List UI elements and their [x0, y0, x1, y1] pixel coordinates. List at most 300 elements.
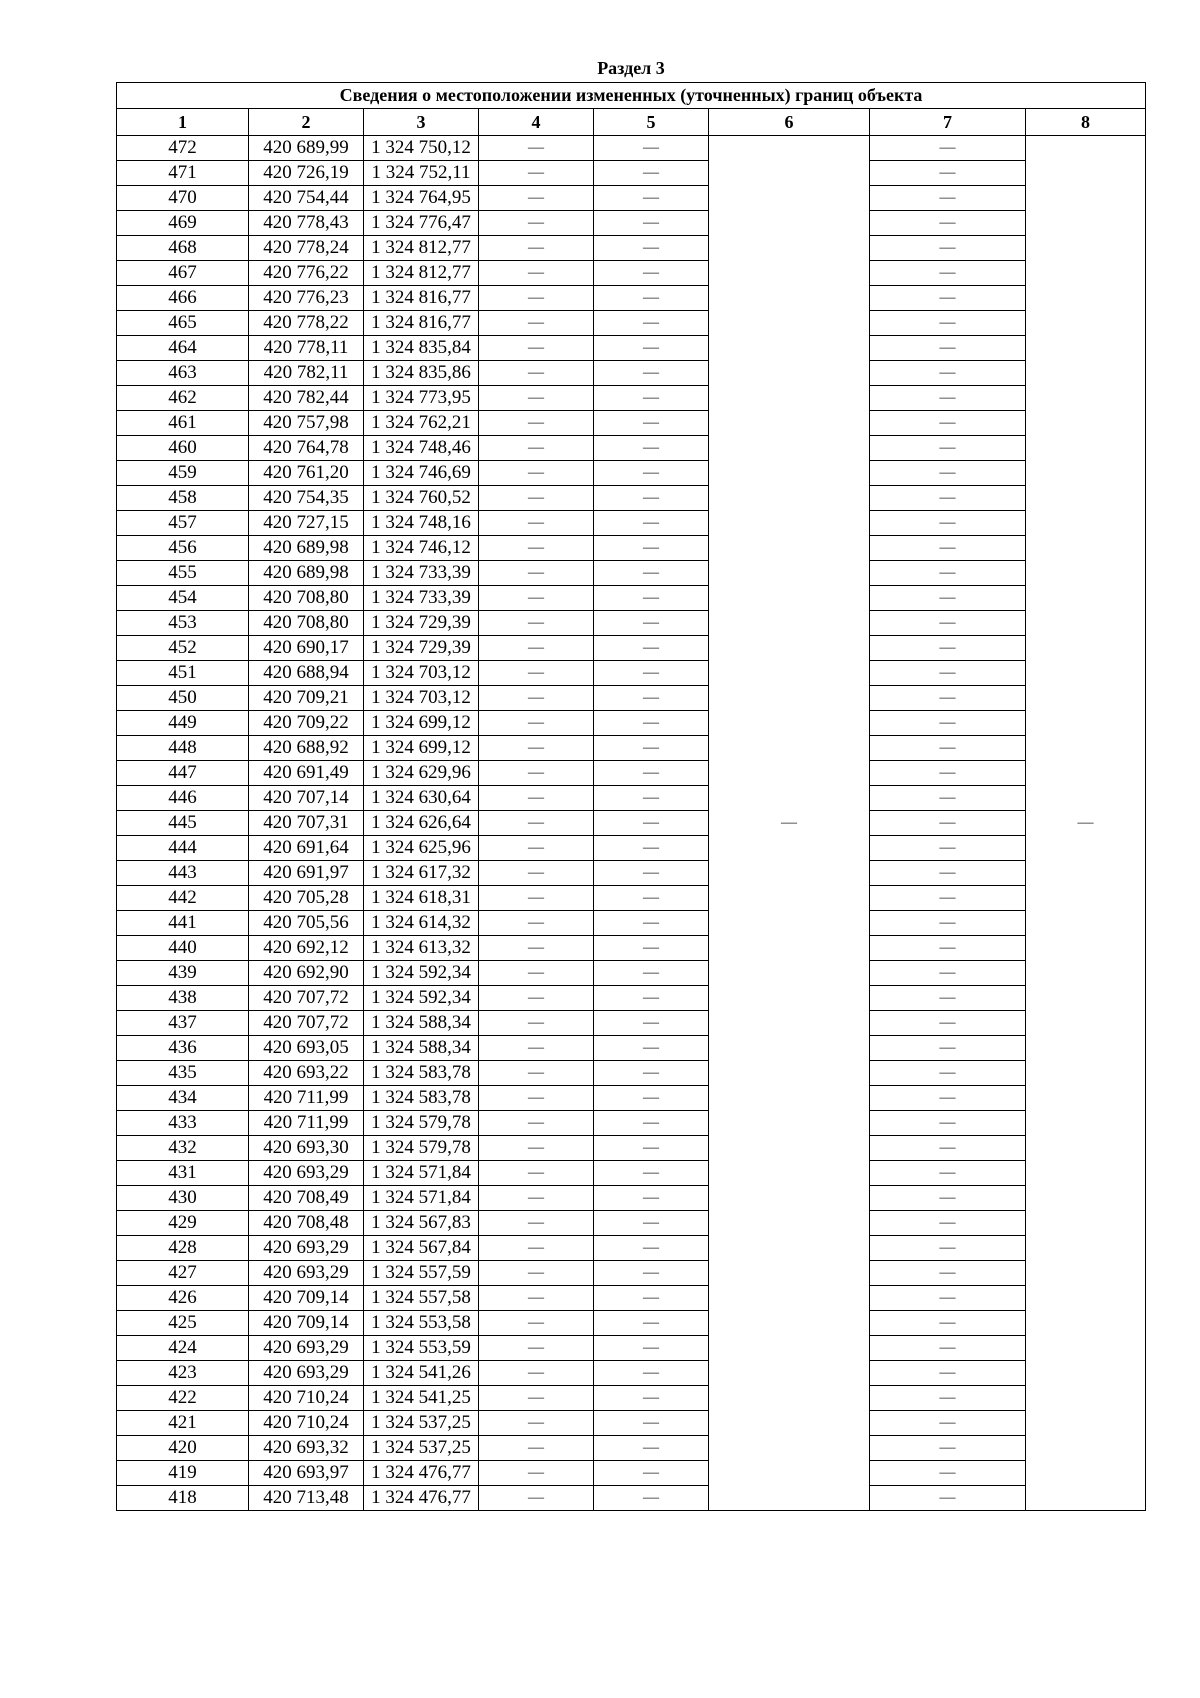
table-row — [117, 336, 1146, 361]
table-row — [117, 936, 1146, 961]
boundary-table — [116, 82, 1146, 1511]
col7-dash-cell: — — [870, 1286, 1026, 1311]
point-number-cell: 432 — [117, 1136, 249, 1161]
y-coordinate-cell: 1 324 571,84 — [364, 1161, 479, 1186]
point-number-cell: 460 — [117, 436, 249, 461]
x-coordinate-cell: 420 689,98 — [249, 536, 364, 561]
col7-dash-cell: — — [870, 736, 1026, 761]
col5-dash-cell: — — [594, 211, 709, 236]
point-number-cell: 441 — [117, 911, 249, 936]
col7-dash-cell: — — [870, 1361, 1026, 1386]
col7-dash-cell: — — [870, 1236, 1026, 1261]
column-number-4: 4 — [479, 109, 594, 136]
x-coordinate-cell: 420 692,90 — [249, 961, 364, 986]
table-row — [117, 661, 1146, 686]
col5-dash-cell: — — [594, 1186, 709, 1211]
table-row — [117, 636, 1146, 661]
col5-dash-cell: — — [594, 936, 709, 961]
col4-dash-cell: — — [479, 1061, 594, 1086]
col5-dash-cell: — — [594, 1211, 709, 1236]
col4-dash-cell: — — [479, 411, 594, 436]
x-coordinate-cell: 420 705,28 — [249, 886, 364, 911]
y-coordinate-cell: 1 324 816,77 — [364, 286, 479, 311]
col5-dash-cell: — — [594, 286, 709, 311]
point-number-cell: 424 — [117, 1336, 249, 1361]
col4-dash-cell: — — [479, 636, 594, 661]
table-row — [117, 911, 1146, 936]
col7-dash-cell: — — [870, 1161, 1026, 1186]
x-coordinate-cell: 420 693,30 — [249, 1136, 364, 1161]
col5-dash-cell: — — [594, 561, 709, 586]
y-coordinate-cell: 1 324 729,39 — [364, 611, 479, 636]
x-coordinate-cell: 420 708,49 — [249, 1186, 364, 1211]
table-row — [117, 761, 1146, 786]
col7-dash-cell: — — [870, 1186, 1026, 1211]
col5-dash-cell: — — [594, 661, 709, 686]
x-coordinate-cell: 420 711,99 — [249, 1086, 364, 1111]
x-coordinate-cell: 420 707,72 — [249, 986, 364, 1011]
col4-dash-cell: — — [479, 1011, 594, 1036]
table-row — [117, 536, 1146, 561]
y-coordinate-cell: 1 324 762,21 — [364, 411, 479, 436]
table-row — [117, 286, 1146, 311]
table-row — [117, 861, 1146, 886]
point-number-cell: 463 — [117, 361, 249, 386]
point-number-cell: 467 — [117, 261, 249, 286]
y-coordinate-cell: 1 324 703,12 — [364, 661, 479, 686]
table-row — [117, 1286, 1146, 1311]
point-number-cell: 439 — [117, 961, 249, 986]
table-row — [117, 1111, 1146, 1136]
column-number-7: 7 — [870, 109, 1026, 136]
col4-dash-cell: — — [479, 286, 594, 311]
col5-dash-cell: — — [594, 511, 709, 536]
point-number-cell: 454 — [117, 586, 249, 611]
col7-dash-cell: — — [870, 961, 1026, 986]
x-coordinate-cell: 420 692,12 — [249, 936, 364, 961]
y-coordinate-cell: 1 324 760,52 — [364, 486, 479, 511]
col5-dash-cell: — — [594, 836, 709, 861]
table-row — [117, 186, 1146, 211]
table-row — [117, 461, 1146, 486]
y-coordinate-cell: 1 324 746,12 — [364, 536, 479, 561]
column-numbers-row — [117, 109, 1146, 136]
col4-dash-cell: — — [479, 786, 594, 811]
x-coordinate-cell: 420 709,22 — [249, 711, 364, 736]
col7-dash-cell: — — [870, 1336, 1026, 1361]
col5-dash-cell: — — [594, 1061, 709, 1086]
col7-dash-cell: — — [870, 711, 1026, 736]
y-coordinate-cell: 1 324 553,58 — [364, 1311, 479, 1336]
point-number-cell: 435 — [117, 1061, 249, 1086]
y-coordinate-cell: 1 324 588,34 — [364, 1036, 479, 1061]
col7-dash-cell: — — [870, 511, 1026, 536]
y-coordinate-cell: 1 324 583,78 — [364, 1061, 479, 1086]
y-coordinate-cell: 1 324 583,78 — [364, 1086, 479, 1111]
col5-dash-cell: — — [594, 186, 709, 211]
col7-dash-cell: — — [870, 611, 1026, 636]
table-row — [117, 786, 1146, 811]
col7-dash-cell: — — [870, 761, 1026, 786]
col7-dash-cell: — — [870, 461, 1026, 486]
col7-dash-cell: — — [870, 861, 1026, 886]
table-row — [117, 1061, 1146, 1086]
col7-dash-cell: — — [870, 911, 1026, 936]
point-number-cell: 452 — [117, 636, 249, 661]
y-coordinate-cell: 1 324 733,39 — [364, 586, 479, 611]
x-coordinate-cell: 420 778,11 — [249, 336, 364, 361]
x-coordinate-cell: 420 693,29 — [249, 1236, 364, 1261]
x-coordinate-cell: 420 754,35 — [249, 486, 364, 511]
table-row — [117, 211, 1146, 236]
x-coordinate-cell: 420 693,97 — [249, 1461, 364, 1486]
table-row — [117, 1161, 1146, 1186]
col7-dash-cell: — — [870, 436, 1026, 461]
y-coordinate-cell: 1 324 476,77 — [364, 1486, 479, 1511]
col4-dash-cell: — — [479, 186, 594, 211]
x-coordinate-cell: 420 689,99 — [249, 136, 364, 161]
y-coordinate-cell: 1 324 812,77 — [364, 261, 479, 286]
table-row — [117, 361, 1146, 386]
col7-dash-cell: — — [870, 361, 1026, 386]
table-row — [117, 1186, 1146, 1211]
y-coordinate-cell: 1 324 746,69 — [364, 461, 479, 486]
x-coordinate-cell: 420 708,80 — [249, 586, 364, 611]
col5-dash-cell: — — [594, 1161, 709, 1186]
point-number-cell: 457 — [117, 511, 249, 536]
col5-dash-cell: — — [594, 1286, 709, 1311]
col4-dash-cell: — — [479, 836, 594, 861]
column-number-2: 2 — [249, 109, 364, 136]
col4-dash-cell: — — [479, 1186, 594, 1211]
col4-dash-cell: — — [479, 1261, 594, 1286]
x-coordinate-cell: 420 710,24 — [249, 1411, 364, 1436]
table-row — [117, 1011, 1146, 1036]
col5-dash-cell: — — [594, 1361, 709, 1386]
col4-dash-cell: — — [479, 1436, 594, 1461]
y-coordinate-cell: 1 324 773,95 — [364, 386, 479, 411]
x-coordinate-cell: 420 754,44 — [249, 186, 364, 211]
col5-dash-cell: — — [594, 586, 709, 611]
point-number-cell: 426 — [117, 1286, 249, 1311]
col7-dash-cell: — — [870, 661, 1026, 686]
col5-dash-cell: — — [594, 336, 709, 361]
col7-dash-cell: — — [870, 261, 1026, 286]
x-coordinate-cell: 420 688,94 — [249, 661, 364, 686]
x-coordinate-cell: 420 713,48 — [249, 1486, 364, 1511]
table-row — [117, 1211, 1146, 1236]
col7-dash-cell: — — [870, 1211, 1026, 1236]
col5-dash-cell: — — [594, 686, 709, 711]
col7-dash-cell: — — [870, 186, 1026, 211]
x-coordinate-cell: 420 778,22 — [249, 311, 364, 336]
point-number-cell: 436 — [117, 1036, 249, 1061]
col4-dash-cell: — — [479, 1311, 594, 1336]
point-number-cell: 455 — [117, 561, 249, 586]
y-coordinate-cell: 1 324 699,12 — [364, 711, 479, 736]
x-coordinate-cell: 420 693,29 — [249, 1261, 364, 1286]
col5-dash-cell: — — [594, 1486, 709, 1511]
column-number-6: 6 — [709, 109, 870, 136]
y-coordinate-cell: 1 324 557,59 — [364, 1261, 479, 1286]
y-coordinate-cell: 1 324 625,96 — [364, 836, 479, 861]
x-coordinate-cell: 420 709,14 — [249, 1311, 364, 1336]
table-row — [117, 1386, 1146, 1411]
col4-dash-cell: — — [479, 661, 594, 686]
col4-dash-cell: — — [479, 936, 594, 961]
table-row — [117, 436, 1146, 461]
table-row — [117, 486, 1146, 511]
col4-dash-cell: — — [479, 536, 594, 561]
col4-dash-cell: — — [479, 336, 594, 361]
point-number-cell: 429 — [117, 1211, 249, 1236]
col5-dash-cell: — — [594, 761, 709, 786]
point-number-cell: 446 — [117, 786, 249, 811]
x-coordinate-cell: 420 761,20 — [249, 461, 364, 486]
y-coordinate-cell: 1 324 776,47 — [364, 211, 479, 236]
table-row — [117, 586, 1146, 611]
table-row — [117, 1461, 1146, 1486]
col7-dash-cell: — — [870, 1261, 1026, 1286]
col5-dash-cell: — — [594, 311, 709, 336]
col5-dash-cell: — — [594, 386, 709, 411]
point-number-cell: 442 — [117, 886, 249, 911]
table-row — [117, 811, 1146, 836]
col4-dash-cell: — — [479, 1211, 594, 1236]
col7-dash-cell: — — [870, 636, 1026, 661]
point-number-cell: 419 — [117, 1461, 249, 1486]
point-number-cell: 420 — [117, 1436, 249, 1461]
y-coordinate-cell: 1 324 553,59 — [364, 1336, 479, 1361]
col7-dash-cell: — — [870, 336, 1026, 361]
col4-dash-cell: — — [479, 761, 594, 786]
col4-dash-cell: — — [479, 911, 594, 936]
col5-dash-cell: — — [594, 636, 709, 661]
col4-dash-cell: — — [479, 1461, 594, 1486]
col4-dash-cell: — — [479, 161, 594, 186]
col4-dash-cell: — — [479, 236, 594, 261]
y-coordinate-cell: 1 324 812,77 — [364, 236, 479, 261]
col5-dash-cell: — — [594, 1411, 709, 1436]
y-coordinate-cell: 1 324 750,12 — [364, 136, 479, 161]
table-row — [117, 1136, 1146, 1161]
col4-dash-cell: — — [479, 436, 594, 461]
y-coordinate-cell: 1 324 567,84 — [364, 1236, 479, 1261]
table-row — [117, 1336, 1146, 1361]
table-row — [117, 1436, 1146, 1461]
x-coordinate-cell: 420 710,24 — [249, 1386, 364, 1411]
col5-dash-cell: — — [594, 136, 709, 161]
point-number-cell: 456 — [117, 536, 249, 561]
x-coordinate-cell: 420 776,22 — [249, 261, 364, 286]
x-coordinate-cell: 420 782,44 — [249, 386, 364, 411]
table-body — [117, 136, 1146, 1511]
col5-dash-cell: — — [594, 1086, 709, 1111]
point-number-cell: 430 — [117, 1186, 249, 1211]
col4-dash-cell: — — [479, 736, 594, 761]
col7-dash-cell: — — [870, 811, 1026, 836]
x-coordinate-cell: 420 693,29 — [249, 1336, 364, 1361]
col4-dash-cell: — — [479, 136, 594, 161]
table-row — [117, 686, 1146, 711]
x-coordinate-cell: 420 688,92 — [249, 736, 364, 761]
table-row — [117, 986, 1146, 1011]
col4-dash-cell: — — [479, 386, 594, 411]
table-row — [117, 1361, 1146, 1386]
col5-dash-cell: — — [594, 461, 709, 486]
col5-dash-cell: — — [594, 886, 709, 911]
column-number-8: 8 — [1026, 109, 1146, 136]
point-number-cell: 421 — [117, 1411, 249, 1436]
col5-dash-cell: — — [594, 1011, 709, 1036]
col5-dash-cell: — — [594, 711, 709, 736]
col7-dash-cell: — — [870, 311, 1026, 336]
col5-dash-cell: — — [594, 861, 709, 886]
point-number-cell: 472 — [117, 136, 249, 161]
y-coordinate-cell: 1 324 748,16 — [364, 511, 479, 536]
point-number-cell: 450 — [117, 686, 249, 711]
col4-dash-cell: — — [479, 1386, 594, 1411]
table-row — [117, 261, 1146, 286]
y-coordinate-cell: 1 324 537,25 — [364, 1436, 479, 1461]
point-number-cell: 465 — [117, 311, 249, 336]
point-number-cell: 437 — [117, 1011, 249, 1036]
col7-dash-cell: — — [870, 1011, 1026, 1036]
col5-dash-cell: — — [594, 811, 709, 836]
y-coordinate-cell: 1 324 748,46 — [364, 436, 479, 461]
col4-dash-cell: — — [479, 361, 594, 386]
col5-dash-cell: — — [594, 1386, 709, 1411]
col5-dash-cell: — — [594, 536, 709, 561]
y-coordinate-cell: 1 324 567,83 — [364, 1211, 479, 1236]
col7-dash-cell: — — [870, 1486, 1026, 1511]
col7-dash-cell: — — [870, 886, 1026, 911]
col4-dash-cell: — — [479, 1136, 594, 1161]
point-number-cell: 448 — [117, 736, 249, 761]
col7-dash-cell: — — [870, 686, 1026, 711]
table-row — [117, 1486, 1146, 1511]
y-coordinate-cell: 1 324 614,32 — [364, 911, 479, 936]
col5-dash-cell: — — [594, 961, 709, 986]
y-coordinate-cell: 1 324 816,77 — [364, 311, 479, 336]
point-number-cell: 433 — [117, 1111, 249, 1136]
y-coordinate-cell: 1 324 592,34 — [364, 961, 479, 986]
col5-dash-cell: — — [594, 1111, 709, 1136]
y-coordinate-cell: 1 324 629,96 — [364, 761, 479, 786]
col5-dash-cell: — — [594, 1236, 709, 1261]
point-number-cell: 469 — [117, 211, 249, 236]
table-row — [117, 411, 1146, 436]
table-row — [117, 1261, 1146, 1286]
col4-dash-cell: — — [479, 311, 594, 336]
col7-dash-cell: — — [870, 586, 1026, 611]
col4-dash-cell: — — [479, 486, 594, 511]
col7-dash-cell: — — [870, 161, 1026, 186]
col7-dash-cell: — — [870, 1061, 1026, 1086]
x-coordinate-cell: 420 764,78 — [249, 436, 364, 461]
col4-dash-cell: — — [479, 986, 594, 1011]
x-coordinate-cell: 420 693,05 — [249, 1036, 364, 1061]
y-coordinate-cell: 1 324 613,32 — [364, 936, 479, 961]
col7-dash-cell: — — [870, 1111, 1026, 1136]
y-coordinate-cell: 1 324 729,39 — [364, 636, 479, 661]
col7-dash-cell: — — [870, 836, 1026, 861]
col4-dash-cell: — — [479, 1086, 594, 1111]
x-coordinate-cell: 420 707,31 — [249, 811, 364, 836]
col4-dash-cell: — — [479, 586, 594, 611]
col4-dash-cell: — — [479, 886, 594, 911]
point-number-cell: 428 — [117, 1236, 249, 1261]
y-coordinate-cell: 1 324 579,78 — [364, 1111, 479, 1136]
column-number-1: 1 — [117, 109, 249, 136]
x-coordinate-cell: 420 708,80 — [249, 611, 364, 636]
col5-dash-cell: — — [594, 611, 709, 636]
y-coordinate-cell: 1 324 699,12 — [364, 736, 479, 761]
point-number-cell: 449 — [117, 711, 249, 736]
y-coordinate-cell: 1 324 764,95 — [364, 186, 479, 211]
x-coordinate-cell: 420 689,98 — [249, 561, 364, 586]
x-coordinate-cell: 420 709,21 — [249, 686, 364, 711]
point-number-cell: 438 — [117, 986, 249, 1011]
col4-dash-cell: — — [479, 1361, 594, 1386]
point-number-cell: 451 — [117, 661, 249, 686]
point-number-cell: 423 — [117, 1361, 249, 1386]
col4-dash-cell: — — [479, 1036, 594, 1061]
col4-dash-cell: — — [479, 261, 594, 286]
col5-dash-cell: — — [594, 1436, 709, 1461]
col4-dash-cell: — — [479, 1161, 594, 1186]
y-coordinate-cell: 1 324 557,58 — [364, 1286, 479, 1311]
y-coordinate-cell: 1 324 630,64 — [364, 786, 479, 811]
x-coordinate-cell: 420 691,97 — [249, 861, 364, 886]
col8-merged-dash-cell: — — [1026, 136, 1146, 1511]
col4-dash-cell: — — [479, 1336, 594, 1361]
table-row — [117, 1086, 1146, 1111]
col5-dash-cell: — — [594, 1036, 709, 1061]
y-coordinate-cell: 1 324 835,86 — [364, 361, 479, 386]
col7-dash-cell: — — [870, 386, 1026, 411]
y-coordinate-cell: 1 324 541,25 — [364, 1386, 479, 1411]
point-number-cell: 434 — [117, 1086, 249, 1111]
y-coordinate-cell: 1 324 752,11 — [364, 161, 479, 186]
col4-dash-cell: — — [479, 686, 594, 711]
y-coordinate-cell: 1 324 703,12 — [364, 686, 479, 711]
col7-dash-cell: — — [870, 1086, 1026, 1111]
point-number-cell: 422 — [117, 1386, 249, 1411]
col5-dash-cell: — — [594, 1336, 709, 1361]
point-number-cell: 427 — [117, 1261, 249, 1286]
y-coordinate-cell: 1 324 835,84 — [364, 336, 479, 361]
table-row — [117, 886, 1146, 911]
col7-dash-cell: — — [870, 1136, 1026, 1161]
y-coordinate-cell: 1 324 592,34 — [364, 986, 479, 1011]
x-coordinate-cell: 420 757,98 — [249, 411, 364, 436]
point-number-cell: 459 — [117, 461, 249, 486]
x-coordinate-cell: 420 707,72 — [249, 1011, 364, 1036]
col4-dash-cell: — — [479, 811, 594, 836]
col4-dash-cell: — — [479, 1286, 594, 1311]
x-coordinate-cell: 420 782,11 — [249, 361, 364, 386]
point-number-cell: 453 — [117, 611, 249, 636]
y-coordinate-cell: 1 324 579,78 — [364, 1136, 479, 1161]
y-coordinate-cell: 1 324 617,32 — [364, 861, 479, 886]
col4-dash-cell: — — [479, 561, 594, 586]
x-coordinate-cell: 420 708,48 — [249, 1211, 364, 1236]
y-coordinate-cell: 1 324 626,64 — [364, 811, 479, 836]
col4-dash-cell: — — [479, 1411, 594, 1436]
table-row — [117, 386, 1146, 411]
table-row — [117, 136, 1146, 161]
